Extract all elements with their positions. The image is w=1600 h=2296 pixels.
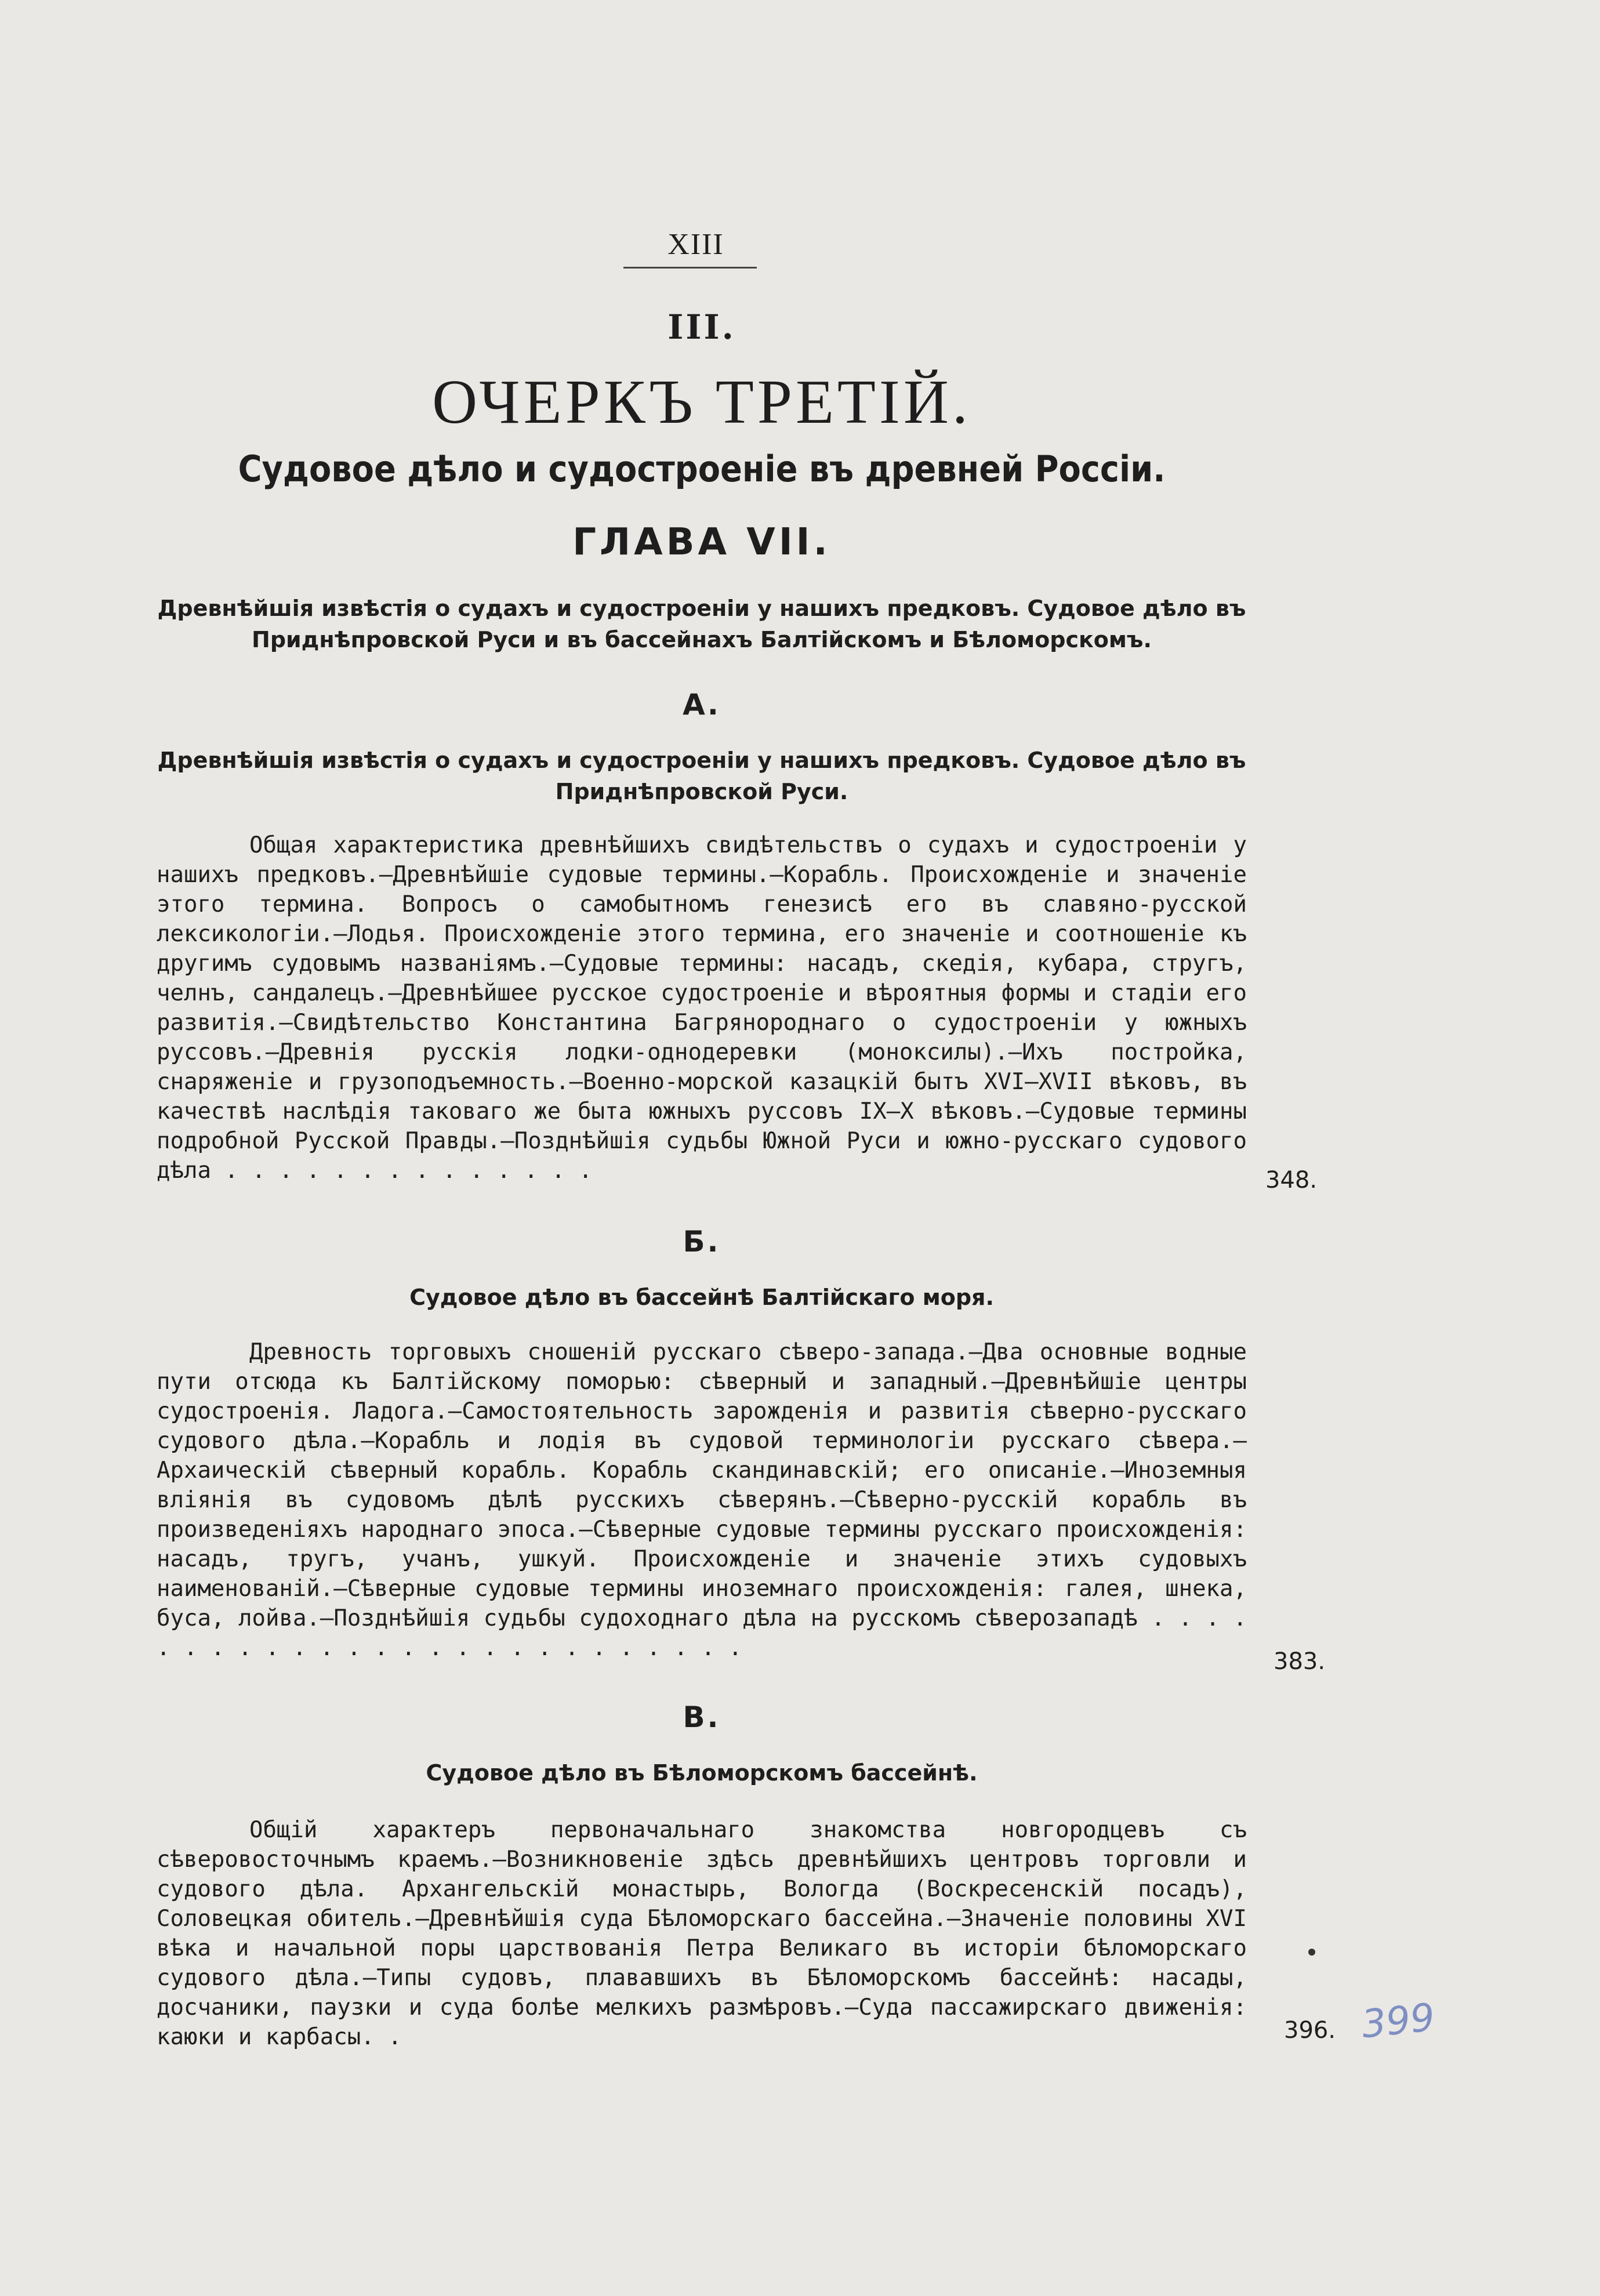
section-v-page: 396. xyxy=(1284,2017,1336,2044)
page-number-rule xyxy=(623,267,757,269)
section-v-text: Общій характеръ первоначальнаго знакомства новгородцевъ съ сѣверовосточнымъ краемъ.—Возникновеніе здѣсь древнѣйшихъ центровъ торговли и судового дѣла. Архангельскій монастырь, Вологда (Воскресенскій посадъ), Соловецкая обитель.—Древнѣйшія суда Бѣломорскаго бассейна.—Значеніе половины XVI вѣка и начальной поры царствованія Петра Великаго въ исторіи бѣломорскаго судового дѣла.—Типы судовъ, плававшихъ въ Бѣломорскомъ бассейнѣ: насады, досчаники, паузки и суда болѣе мелкихъ размѣровъ.—Суда пассажирскаго движенія: каюки и карбасы. . xyxy=(157,1817,1247,2050)
margin-dot xyxy=(1308,1949,1315,1956)
section-b-letter: Б. xyxy=(683,1225,721,1258)
page-number: XIII xyxy=(667,228,724,261)
section-v-title: Судовое дѣло въ Бѣломорскомъ бассейнѣ. xyxy=(426,1760,978,1786)
handwritten-page-correction: 399 xyxy=(1359,1994,1437,2047)
part-title: ОЧЕРКЪ ТРЕТІЙ. xyxy=(432,368,971,437)
chapter-title: ГЛАВА VII. xyxy=(572,521,831,564)
section-a-text: Общая характеристика древнѣйшихъ свидѣтельствъ о судахъ и судостроеніи у нашихъ предковъ.—Древнѣйшіе судовые термины.—Корабль. Происхожденіе и значеніе этого термина. Вопросъ о самобытномъ генезисѣ его въ славяно-русской лексикологіи.—Лодья. Происхожденіе этого термина, его значеніе и соотношеніе къ другимъ судовымъ названіямъ.—Судовые термины: насадъ, скедія, кубара, стругъ, челнъ, сандалецъ.—Древнѣйшее русское судостроеніе и вѣроятныя формы и стадіи его развитія.—Свидѣтельство Константина Багрянороднаго о судостроеніи у южныхъ руссовъ.—Древнія русскія лодки-однодеревки (моноксилы).—Ихъ постройка, снаряженіе и грузоподъемность.—Военно-морской казацкій бытъ XVI—XVII вѣковъ, въ качествѣ наслѣдія таковаго же быта южныхъ руссовъ IX—X вѣковъ.—Судовые термины подробной Русской Правды.—Позднѣйшія судьбы Южной Руси и южно-русскаго судового дѣла . . . . . . . . . . . . . . xyxy=(157,832,1247,1184)
section-b-title: Судовое дѣло въ бассейнѣ Балтійскаго моря. xyxy=(409,1285,994,1310)
section-a-page: 348. xyxy=(1265,1167,1318,1194)
part-number: III. xyxy=(667,307,736,347)
section-b-page: 383. xyxy=(1274,1648,1326,1675)
section-v-letter: В. xyxy=(683,1700,721,1734)
section-a-letter: А. xyxy=(683,688,721,721)
section-b-text: Древность торговыхъ сношеній русскаго сѣверо-запада.—Два основные водные пути отсюда къ Балтійскому поморью: сѣверный и западный.—Древнѣйшіе центры судостроенія. Ладога.—Самостоятельность зарожденія и развитія сѣверно-русскаго судового дѣла.—Корабль и лодія въ судовой терминологіи русскаго сѣвера.—Архаическій сѣверный корабль. Корабль скандинавскій; его описаніе.—Иноземныя вліянія въ судовомъ дѣлѣ русскихъ сѣверянъ.—Сѣверно-русскій корабль въ произведеніяхъ народнаго эпоса.—Сѣверные судовые термины русскаго происхожденія: насадъ, тругъ, учанъ, ушкуй. Происхожденіе и значеніе этихъ судовыхъ наименованій.—Сѣверные судовые термины иноземнаго происхожденія: галея, шнека, буса, лойва.—Позднѣйшія судьбы судоходнаго дѣла на русскомъ сѣверозападѣ . . . . . . . . . . . . . . . . . . . . . . . . . . xyxy=(157,1339,1247,1661)
section-a-title: Древнѣйшія извѣстія о судахъ и судостроеніи у нашихъ предковъ. Судовое дѣло въ Приднѣпровской Руси. xyxy=(157,748,1246,804)
book-title: Судовое дѣло и судостроеніе въ древней Россіи. xyxy=(238,448,1166,490)
chapter-description: Древнѣйшія извѣстія о судахъ и судостроеніи у нашихъ предковъ. Судовое дѣло въ Приднѣпровской Руси и въ бассейнахъ Балтійскомъ и Бѣломорскомъ. xyxy=(157,596,1246,652)
